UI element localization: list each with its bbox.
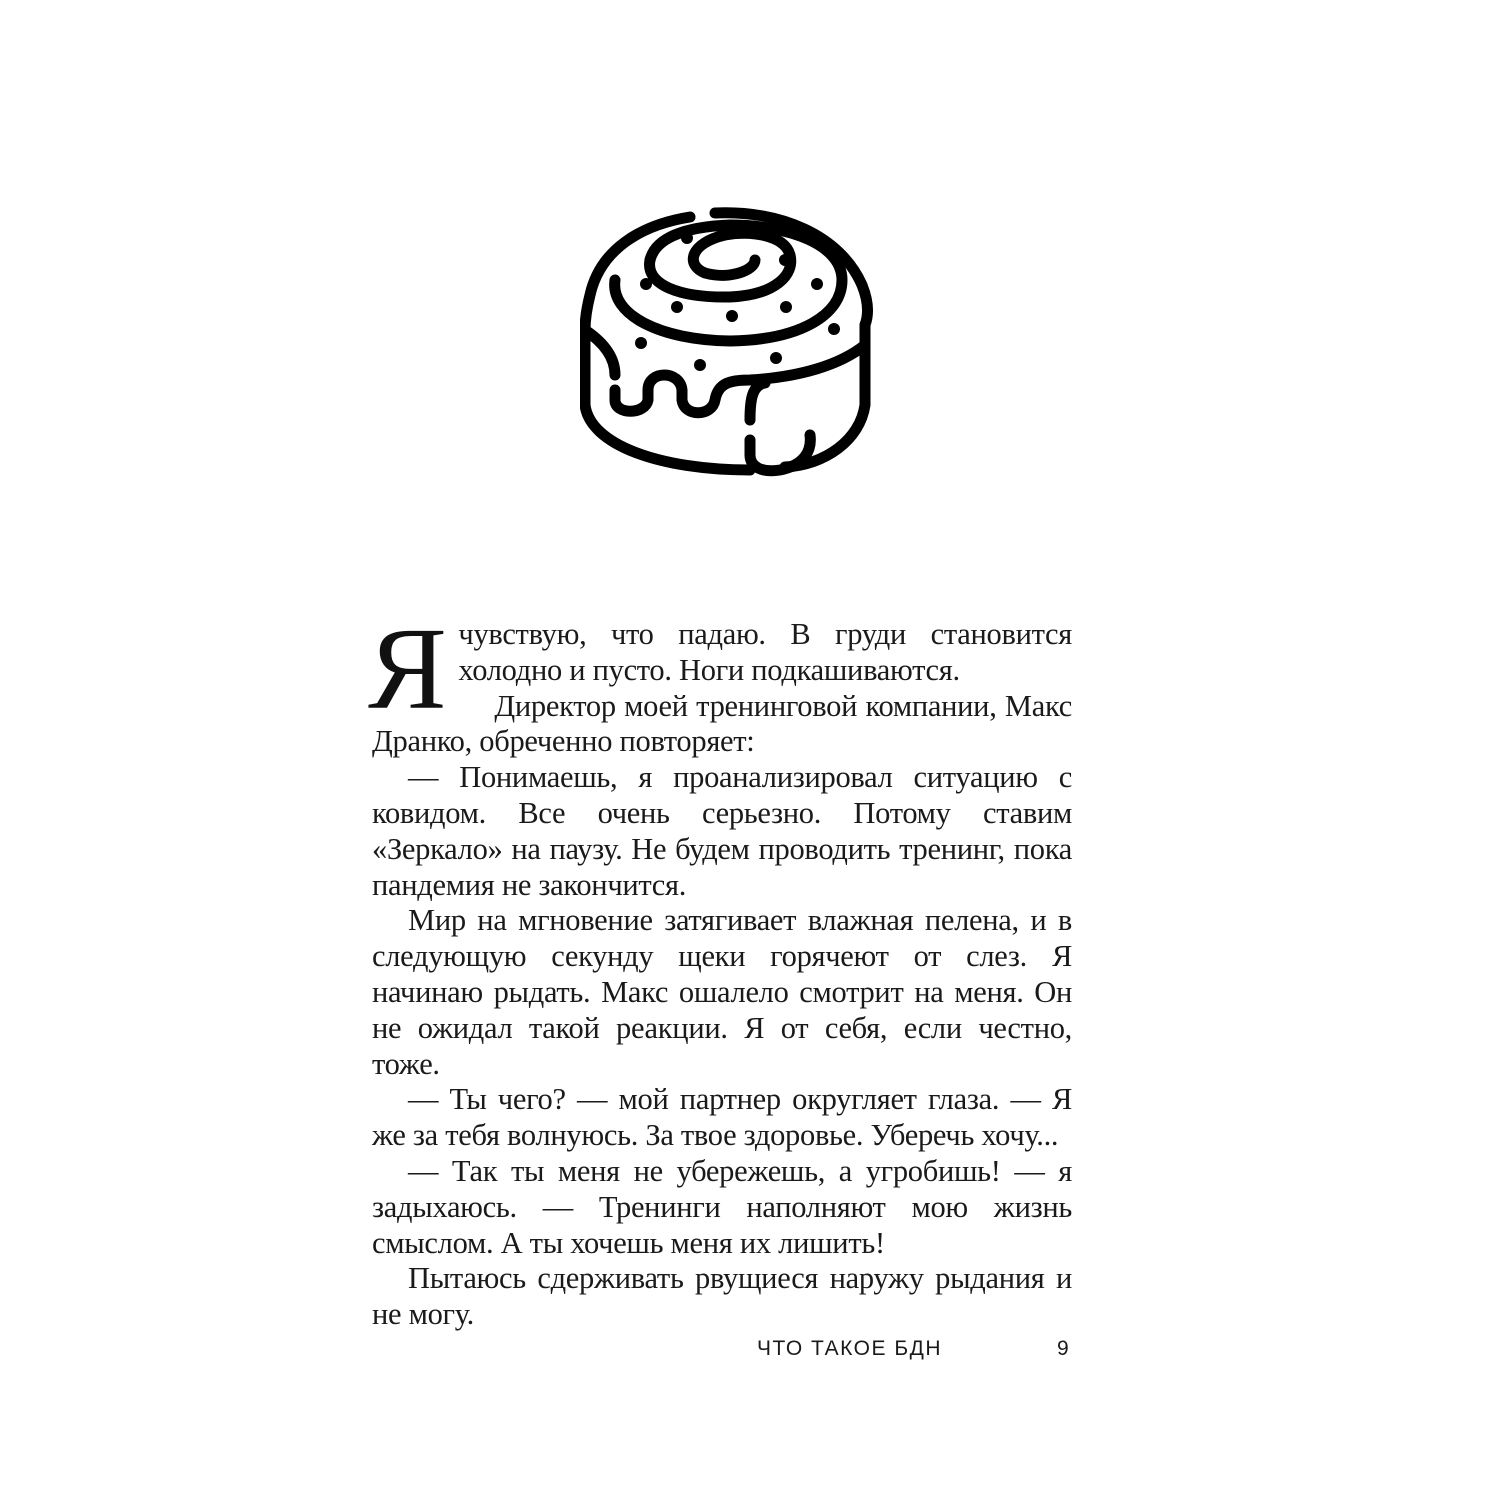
paragraph-4: Мир на мгновение затягивает влажная пелена, и в следующую секунду щеки горячеют от слез. Я начинаю рыдать. Макс ошалело смотрит на меня. Он не ожидал такой реакции. Я от себя, если честно, тоже.: [372, 903, 1072, 1081]
page-number: 9: [1057, 1337, 1069, 1360]
paragraph-3: — Понимаешь, я проанализировал ситуацию с ковидом. Все очень серьезно. Потому ставим «Зеркало» на паузу. Не будем проводить тренинг, пока пандемия не закончится.: [372, 760, 1072, 902]
running-title: ЧТО ТАКОЕ БДН: [757, 1337, 943, 1360]
paragraph-1: Ячувствую, что падаю. В груди становится холодно и пусто. Ноги подкашиваются.: [368, 603, 1072, 734]
cinnamon-roll-icon: [580, 205, 890, 480]
chapter-body-text: [368, 603, 1072, 1333]
paragraph-5: — Ты чего? — мой партнер округляет глаза. — Я же за тебя волнуюсь. За твое здоровье. Уберечь хочу...: [372, 1082, 1072, 1153]
paragraph-2: Директор моей тренинговой компании, Макс Дранко, обреченно повторяет:: [372, 688, 1072, 759]
paragraph-7: Пытаюсь сдерживать рвущиеся наружу рыдания и не могу.: [372, 1261, 1072, 1332]
drop-cap: Я: [368, 603, 447, 734]
paragraph-6: — Так ты меня не убережешь, а угробишь! — я задыхаюсь. — Тренинги наполняют мою жизнь смыслом. А ты хочешь меня их лишить!: [372, 1153, 1072, 1260]
